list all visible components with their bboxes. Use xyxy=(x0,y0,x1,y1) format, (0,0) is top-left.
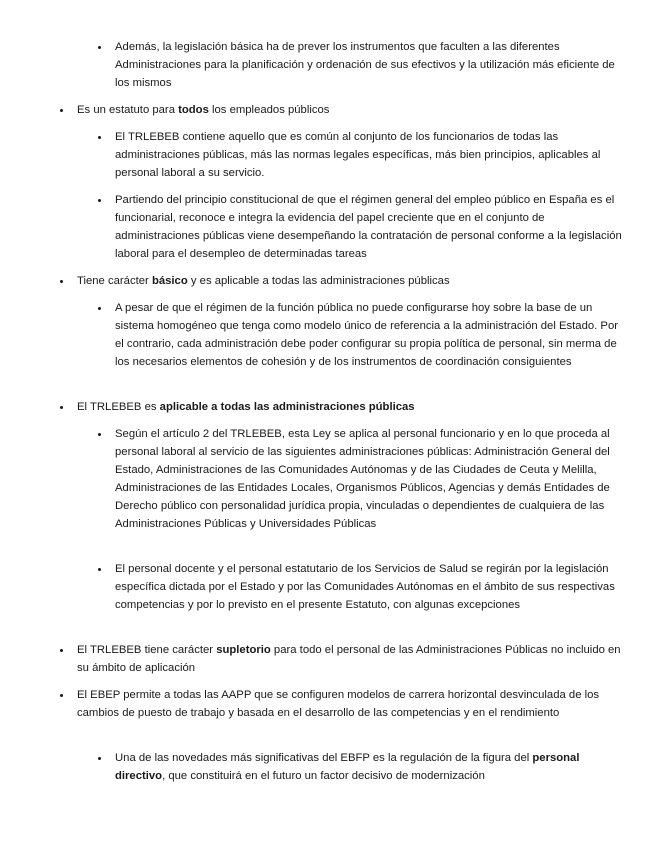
item-text-pre: Una de las novedades más significativas del EBFP es la regulación de la figura del xyxy=(115,752,533,764)
list-item xyxy=(77,641,622,677)
item-text-pre: Es un estatuto para xyxy=(77,104,179,116)
list-item xyxy=(115,560,625,614)
bullet-icon xyxy=(98,757,101,760)
bullet-icon xyxy=(60,406,63,409)
item-text: El TRLEBEB contiene aquello que es común al conjunto de los funcionarios de todas las administraciones públicas, más las normas legales específicas, más bien principios, aplicables al personal laboral a su servicio. xyxy=(115,131,601,179)
item-text: A pesar de que el régimen de la función pública no puede configurarse hoy sobre la base de un sistema homogéneo que tenga como modelo único de referencia a la administración del Estado. Por el contrario, cada administración debe poder configurar su propia política de personal, sin merma de los necesarios elementos de cohesión y de los instrumentos de coordinación consiguientes xyxy=(115,302,619,368)
list-item xyxy=(115,128,625,182)
item-text: El personal docente y el personal estatutario de los Servicios de Salud se regirán por la legislación específica dictada por el Estado y por las Comunidades Autónomas en el ámbito de sus respectivas competencias y por lo previsto en el presente Estatuto, con algunas excepciones xyxy=(115,563,615,611)
bullet-icon xyxy=(98,307,101,310)
item-text-bold: supletorio xyxy=(216,644,271,656)
item-text: Además, la legislación básica ha de prever los instrumentos que faculten a las diferentes Administraciones para la planificación y ordenación de sus efectivos y la utilización más eficiente de los mismos xyxy=(115,41,615,89)
item-text-post: y es aplicable a todas las administraciones públicas xyxy=(187,275,450,287)
list-item xyxy=(77,398,622,416)
bullet-icon xyxy=(98,46,101,49)
item-text-post: , que constituirá en el futuro un factor decisivo de modernización xyxy=(162,770,485,782)
item-text-bold: aplicable a todas las administraciones públicas xyxy=(159,401,415,413)
item-text: El EBEP permite a todas las AAPP que se configuren modelos de carrera horizontal desvinculada de los cambios de puesto de trabajo y basada en el desarrollo de las competencias y en el rendimiento xyxy=(77,689,600,719)
bullet-icon xyxy=(60,649,63,652)
item-text: Partiendo del principio constitucional de que el régimen general del empleo público en España es el funcionarial, reconoce e integra la evidencia del papel creciente que en el conjunto de administraciones públicas viene desempeñando la contratación de personal conforme a la legislación laboral para el desempleo de determinadas tareas xyxy=(115,194,622,260)
bullet-icon xyxy=(98,136,101,139)
item-text-pre: El TRLEBEB tiene carácter xyxy=(77,644,217,656)
list-item xyxy=(77,101,622,119)
list-item xyxy=(115,191,625,263)
item-text-bold: básico xyxy=(151,275,188,287)
bullet-icon xyxy=(60,694,63,697)
bullet-icon xyxy=(60,109,63,112)
bullet-icon xyxy=(98,433,101,436)
item-text: Según el artículo 2 del TRLEBEB, esta Ley se aplica al personal funcionario y en lo que proceda al personal laboral al servicio de las siguientes administraciones públicas: Administración General del Estado, Administraciones de las Comunidades Autónomas y de las Ciudades de Ceuta y Melilla, Administraciones de las Entidades Locales, Organismos Públicos, Agencias y demás Entidades de Derecho público con personalidad jurídica propia, vinculadas o dependientes de cualquiera de las Administraciones Públicas y Universidades Públicas xyxy=(115,428,610,530)
list-item xyxy=(115,425,625,533)
item-text-bold: todos xyxy=(178,104,209,116)
list-item xyxy=(115,299,625,371)
item-text-post: para todo el personal de las Administraciones Públicas no incluido en su ámbito de aplicación xyxy=(77,644,621,674)
item-text-bold: personal directivo xyxy=(115,752,580,782)
bullet-icon xyxy=(60,280,63,283)
item-text-pre: Tiene carácter xyxy=(77,275,152,287)
list-item xyxy=(115,38,625,92)
bullet-icon xyxy=(98,199,101,202)
item-text-post: los empleados públicos xyxy=(208,104,330,116)
list-item xyxy=(77,272,622,290)
bullet-icon xyxy=(98,568,101,571)
list-item xyxy=(77,686,622,722)
item-text-pre: El TRLEBEB es xyxy=(77,401,160,413)
list-item xyxy=(115,749,625,785)
